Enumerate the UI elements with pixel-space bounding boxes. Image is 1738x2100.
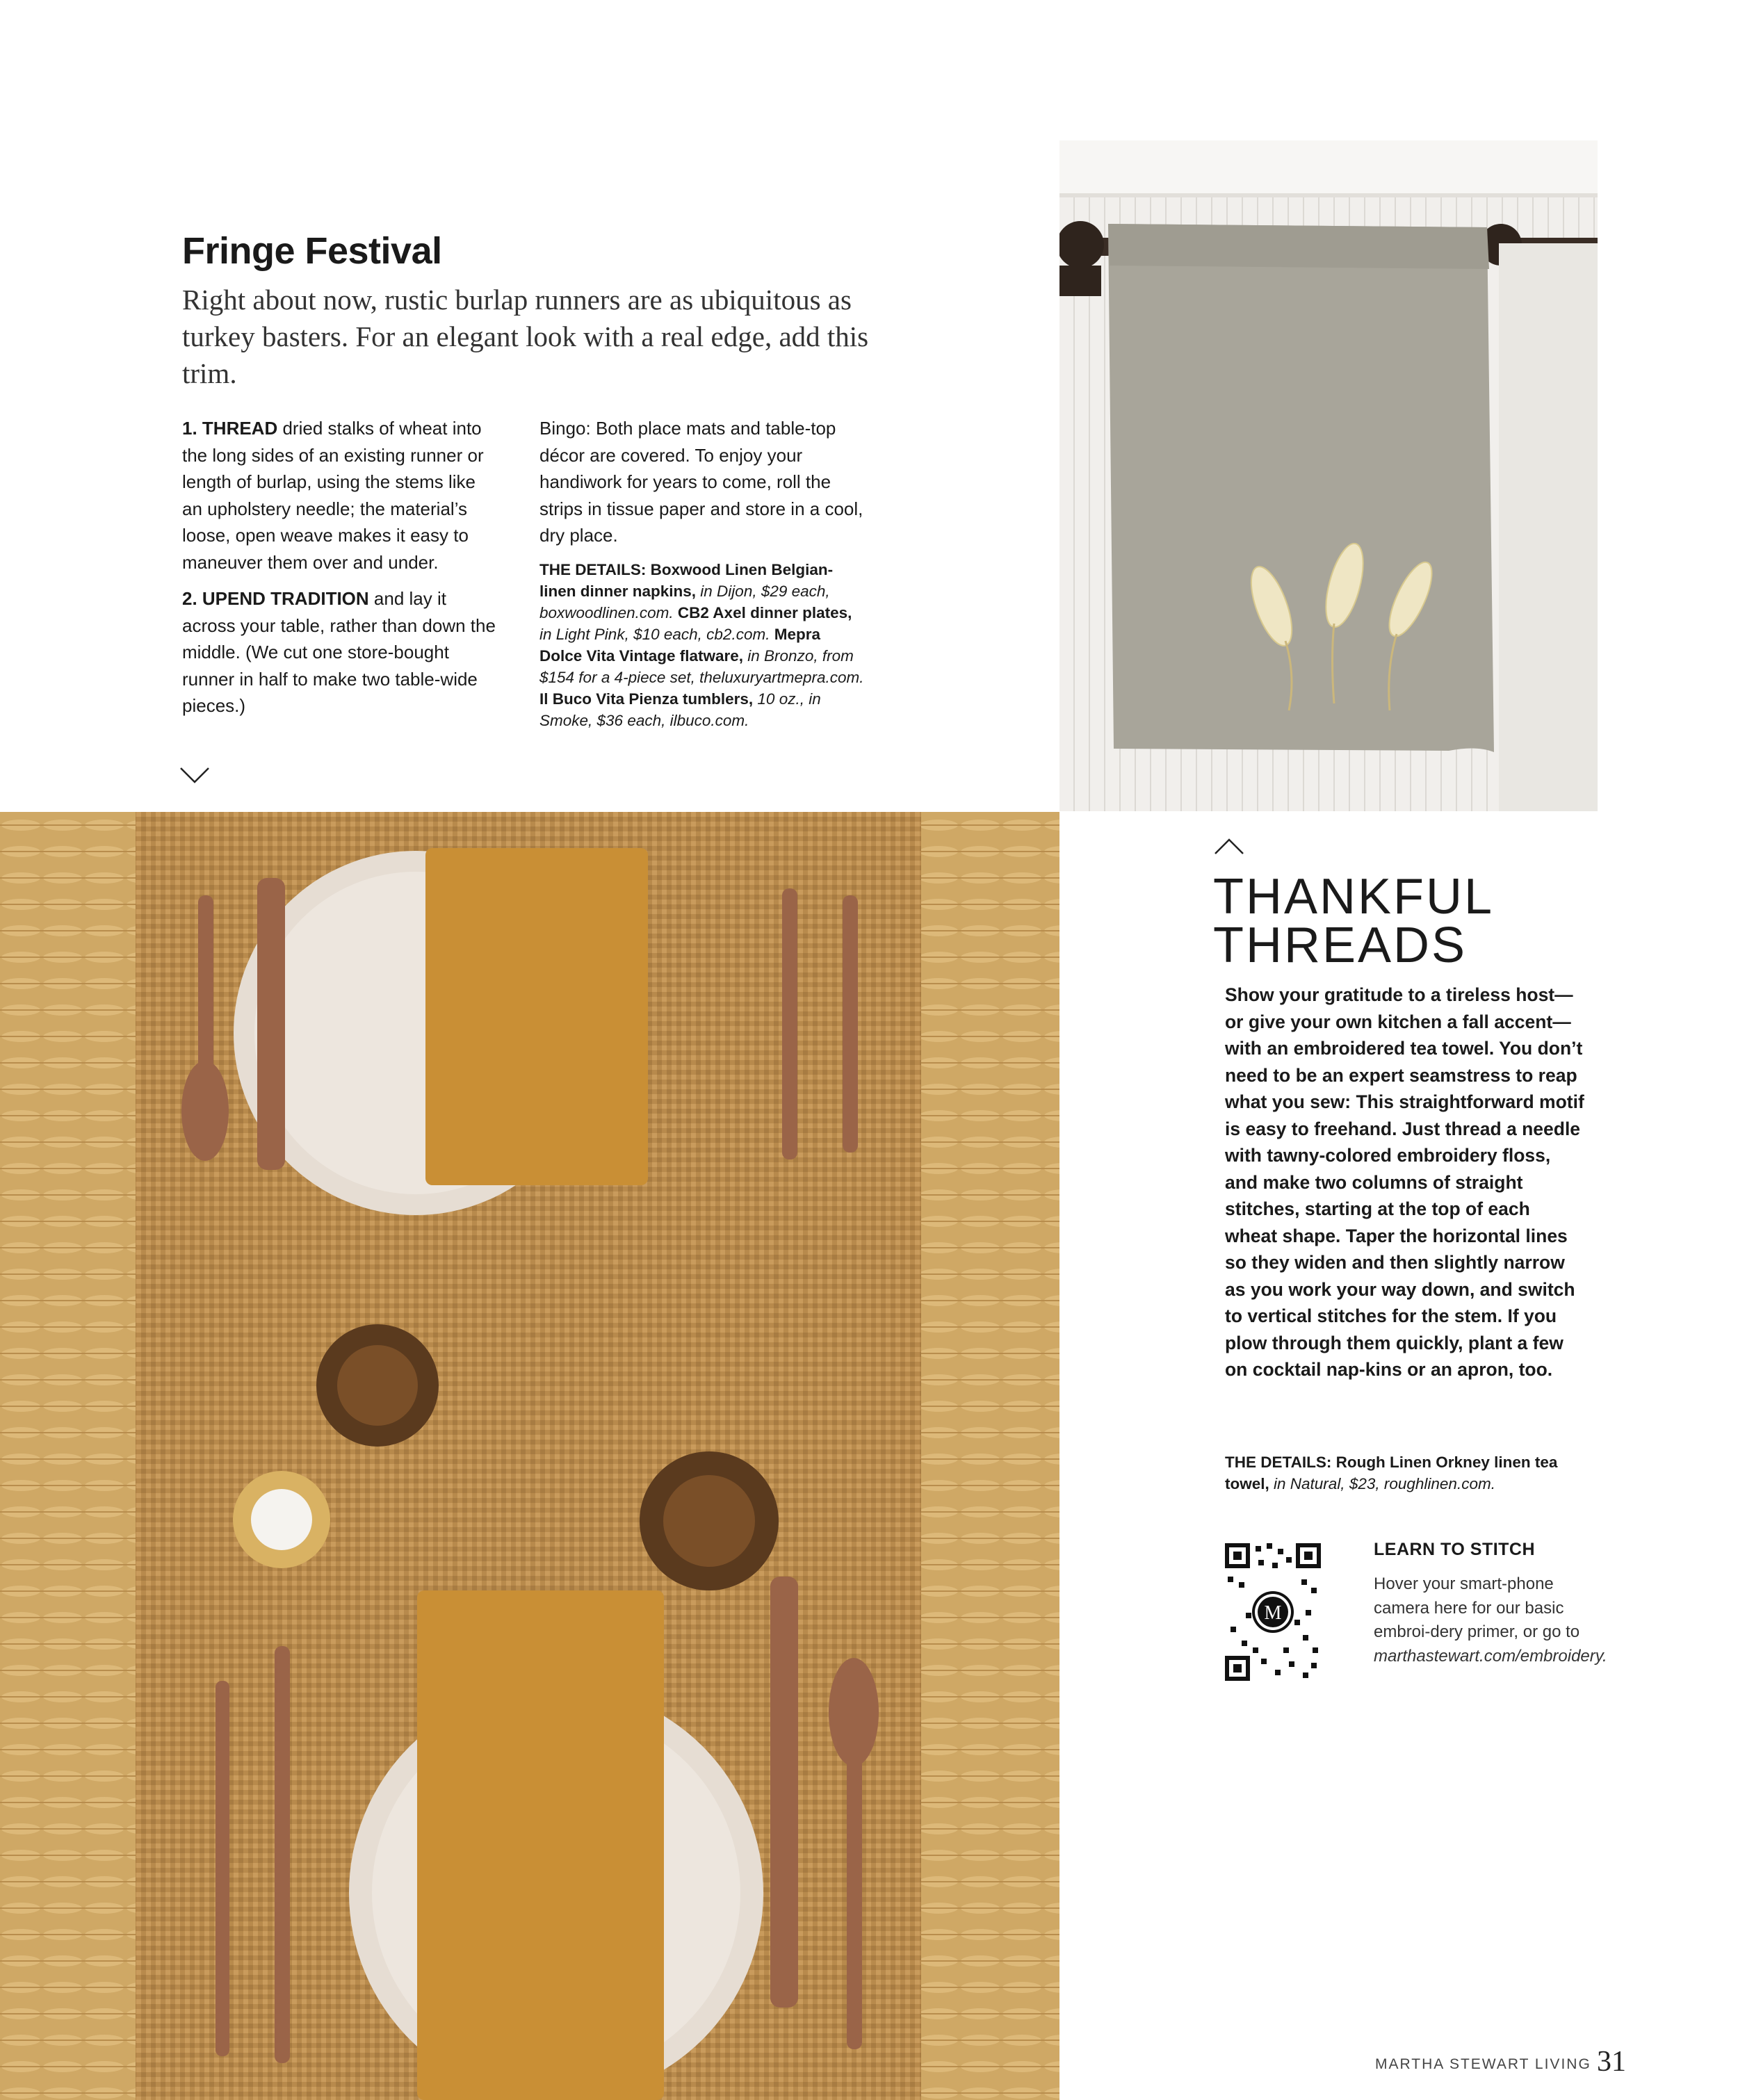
learn-to-stitch-text [1374, 1572, 1607, 1668]
step-2-lead: 2. UPEND TRADITION [182, 588, 369, 609]
thankful-threads-body: Show your gratitude to a tireless host—or give your own kitchen a fall accent—with an embroidered tea towel. You don’t need to be an expert seamstress to reap what you sew: This straightforward motif is easy to freehand. Just thread a needle with tawny-colored embroidery floss, and make two columns of straight stitches, starting at the top of each wheat shape. Taper the horizontal lines so they widen and then slightly narrow as you work your way down, and switch to vertical stitches for the stem. If you plow through them quickly, plant a few on cocktail nap-kins or an apron, too. [1225, 984, 1584, 1380]
details-tumblers-info: 10 oz., in Smoke, $36 each, ilbuco.com. [539, 690, 821, 729]
details-tumblers: Il Buco Vita Pienza tumblers, [539, 690, 754, 708]
details-napkins: Boxwood Linen Belgian-linen dinner napkins, [539, 560, 834, 600]
title-line-2: THREADS [1213, 918, 1468, 973]
details-napkins-info: in Dijon, $29 each, boxwoodlinen.com. [539, 582, 830, 621]
footer-brand: MARTHA STEWART LIVING [1375, 2056, 1591, 2072]
thankful-details-name: Rough Linen Orkney linen tea towel, [1225, 1454, 1558, 1492]
bingo-paragraph: Bingo: Both place mats and table-top décor are covered. To enjoy your handiwork for years to come, roll the strips in tissue paper and store in a cool, dry place. [539, 418, 863, 546]
fringe-details [539, 559, 866, 731]
thankful-details [1225, 1451, 1586, 1495]
qr-code[interactable] [1225, 1543, 1321, 1681]
thankful-details-label: THE DETAILS: [1225, 1454, 1336, 1471]
fringe-column-1 [182, 415, 498, 729]
thankful-threads-title [1213, 869, 1589, 973]
title-line-1: THANKFUL [1213, 869, 1495, 925]
details-flatware: Mepra Dolce Vita Vintage flatware, [539, 625, 820, 665]
chevron-up-icon [1214, 838, 1244, 856]
thankful-details-info: in Natural, $23, roughlinen.com. [1269, 1475, 1495, 1492]
step-1 [182, 415, 498, 576]
step-1-lead: 1. THREAD [182, 418, 278, 439]
page-number: 31 [1597, 2046, 1626, 2078]
learn-text: Hover your smart-phone camera here for our basic embroi-dery primer, or go to [1374, 1574, 1580, 1641]
table-setting-photo [0, 812, 1059, 2100]
embroidery-link[interactable]: marthastewart.com/embroidery. [1374, 1646, 1607, 1666]
learn-to-stitch-heading: LEARN TO STITCH [1374, 1540, 1536, 1559]
details-flatware-info: in Bronzo, from $154 for a 4-piece set, theluxuryartmepra.com. [539, 646, 864, 686]
details-plates-info: in Light Pink, $10 each, cb2.com. [539, 625, 774, 643]
qr-logo: M [1264, 1602, 1282, 1624]
chevron-down-icon [179, 766, 210, 784]
details-plates: CB2 Axel dinner plates, [677, 603, 852, 621]
fringe-festival-title: Fringe Festival [182, 230, 442, 272]
fringe-festival-dek: Right about now, rustic burlap runners are as ubiquitous as turkey basters. For an elegant look with a real edge, add this trim. [182, 284, 869, 389]
step-2-text: and lay it across your table, rather than down the middle. (We cut one store-bought runner in half to make two table-wide pieces.) [182, 588, 496, 716]
tea-towel-photo [1059, 140, 1598, 811]
step-1-text: dried stalks of wheat into the long sides of an existing runner or length of burlap, using the stems like an upholstery needle; the material’s loose, open weave makes it easy to maneuver them over and under. [182, 418, 484, 573]
fringe-column-2 [539, 415, 866, 731]
step-2 [182, 585, 498, 719]
details-label: THE DETAILS: [539, 560, 651, 578]
